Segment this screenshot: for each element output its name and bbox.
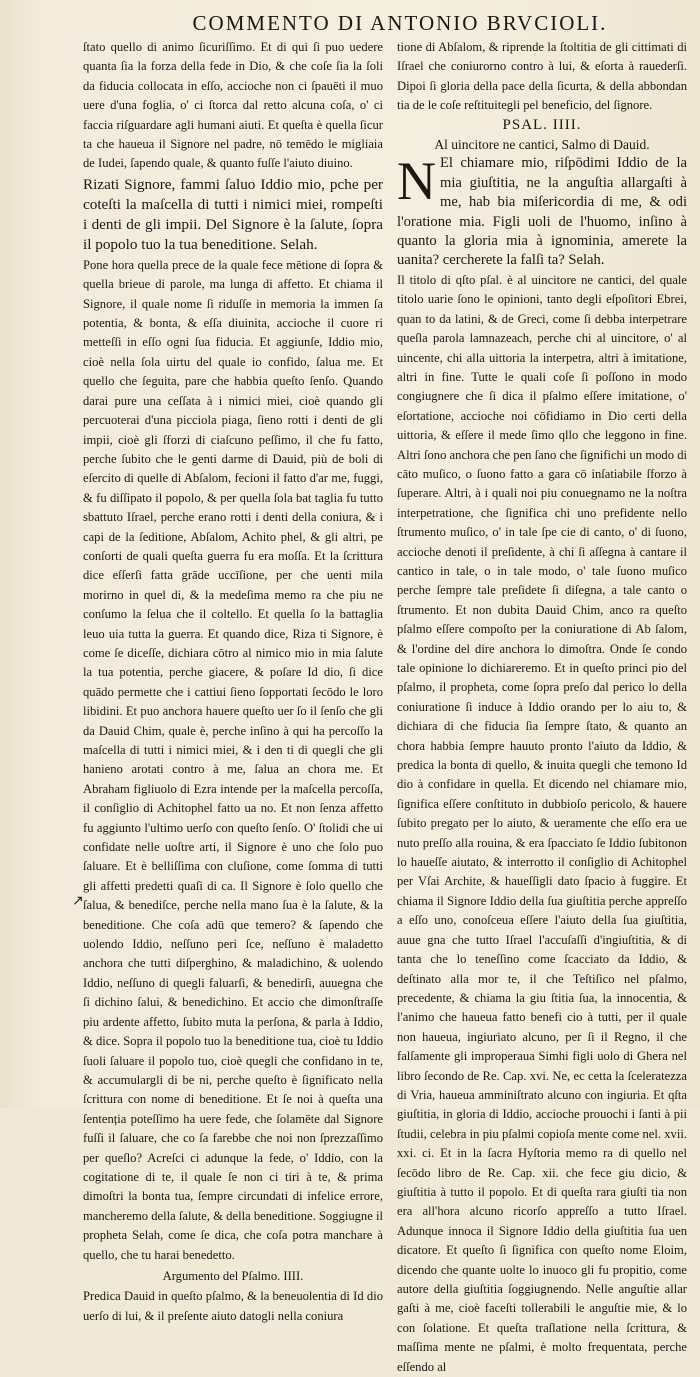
argument-paragraph: Predica Dauid in queſto pſalmo, & la beneuolentia di Id dio uerſo di lui, & il preſente aiuto datogli nella coniura [83, 1289, 383, 1323]
running-header: COMMENTO DI ANTONIO BRVCIOLI. [192, 11, 608, 35]
argument-heading: Argumento del Pſalmo. IIII. [162, 1268, 304, 1283]
psalm-number-heading: PSAL. IIII. [502, 116, 582, 133]
psalm-subtitle: Al uincitore ne cantici, Salmo di Dauid. [434, 137, 650, 153]
drop-cap-initial: N [397, 151, 436, 212]
right-column [397, 38, 687, 1374]
margin-pointer-mark: ↗ [72, 894, 84, 909]
psalm-verse: Rizati Signore, fammi ſaluo Iddio mio, pche per coteſti la maſcella di tutti i nimici miei, rompeſti i denti de gli impii. Del Signore è la ſalute, ſopra il popolo tuo la tua beneditione. Selah. [83, 175, 383, 253]
commentary-paragraph: ſtato quello di animo ſicuriſſimo. Et di qui ſi puo uedere quanta ſia la forza della fede in Dio, & che coſe ſia la ſoli da fiducia collocata in eſſo, accioche non ci ſpauēti il muo uere d'una foglia, o' ci ſtorca dal retto alcuna coſa, o' ci faccia riſguardare agli humani aiuti. Et queſta è quella ſicur ta che haueua il Signore nel padre, nō temēdo le migliaia de Iudei, ſapendo quale, & quanto fuſſe l'aiuto diuino. [83, 40, 383, 171]
commentary-paragraph: Il titolo di qſto pſal. è al uincitore ne cantici, del quale titolo uarie ſono le opinioni, tanto degli eſpoſitori Ebrei, quan to da latini, & de Greci, come ſi debba interpetrare queſla parola lamnazeach, perche chi al uincitore, o' al uincente, chi alla uittoria la interpetra, altri à imitatione, altri in fine. Tutte le quali coſe ſi poſſono in modo congiugnere che ſi dica il pſalmo eſſere imitatione, o' eſortatione, accioche noi cōfidiamo in Dio certi della uittoria, & eſſere il mede ſimo qllo che leggono in fine. Altri ſono anchora che pen ſano che ſignifichi un modo di cāto muſico, o ſuono fatto a gara cō inſatiabile ſforzo à ſuperare. Altri, à i quali noi piu conuegnamo ne la noſtra interpetratione, che ſignifica chi uno prefidente nello ſtrumento muſico, o' in tale ſpe cie di canto, o' di ſuono, accioche denoti il preſidente, à chi ſi aſſegna à cantare il cantico in tale, o in tale modo, o' tale ſuono muſico perche ſempre tale preſidete ſi diſegna, a tale canto o ſtrumento. Et non dubita Dauid Chim, anco ra queſto pſalmo eſſere compoſto per la coniuratione di Ab ſalom, & l'ordine del dire anchora lo dimoſtra. Onde ſe condo tale opinione lo dichiareremo. Et in queſto princi pio del pſalmo, il propheta, come ſopra preſo dal perico lo della coniuratione ſi induce à Iddio orando per lo aiu to, & dichiara di che fiducia ſia ſempre ſtato, & quanto an chora habbia ſempre hauuto pronto l'aiuto da Iddio, & predica la bonta di quello, & inuita quegli che temono Id dio à confidare in quella. Et dicendo nel chiamare mio, ſignifica eſſere conſtituto in dubbioſo pericolo, & hauere ſubito pregato per lo aiuto, & ueramente che eſſo era ue nuto preſſo alla rouina, & era ſpacciato ſe Iddio ſubitonon lo haueſſe aiutato, & interrotto il conſiglio di Achitophel per Vſai Archite, & haueſſigli dato ſpacio à fuggire. Et chiama il Signore Iddio della ſua giuſtitia perche appreſſo a eſſo uno, conoſceua eſſere l'aiuto della ſua giuſtitia, auue gna che tutto Iſrael l'accuſaſſi d'ingiuſtitia, & di tanta che lo teneſſino come ſcacciato da Iddio, & deſtinato alla mor te, il che Teſtiſico nel pſalmo, precedente, & chiama la giu ſtitia ſua, la innocentia, & l'animo che haueua fatto benefi cio à tutti, per il quale non haueua, ingiuriato alcuno, per ſi il Regno, il che falſamente gli improperaua Simhi figli uolo di Ghera nel libro ſecondo de Re. Cap. xvi. Ne, ec cetta la ſceleratezza di Vria, haueua amminiſtrato alcuno con ingiuria. Et qſta giuſtitia, in gloria di Iddio, accioche prouochi i ſanti à pii ſtudii, celebra in piu pſalmi copioſa mente come nel. xvii. xxi. ci. Et in la ſacra Hyſtoria memo ra di quello nel ſecōdo libro de Re. Cap. xii. che fece giu dicio, & giuſtitia à tutto il popolo. Et di queſta rara giuſti tia non era all'hora alcuno ricorſo appreſſo a tutto Iſrael. Adunque innoca il Signore Iddio della giuſtitia ſua uen dicatore. Et queſto ſi ſignifica con queſto nome Eloim, dicendo che quante uolte lo inuoco gli fu propitio, come autore della giuſtitia ſoggiugnendo. Nelle anguſtie allar gaſti à me, cioè faceſti tollerabili le anguſtie mie, & lo con ſolatione. Et queſta traſlatione nella ſcrittura, & maſſima mente ne pſalmi, è molto frequentata, perche eſſendo al [397, 272, 687, 1374]
commentary-paragraph: Pone hora quella prece de la quale fece mētione di ſopra & quella brieue di parole, ma lunga di affetto. Et chiama il Signore, il quale nome ſi riduſſe in memoria la immen ſa potentia, & bonta, & eſſa diuinita, accioche il cuore ri metteſſi in eſſo ogni ſua fiducia. Et aggiunſe, Iddio mio, cioè nella ſola uirtu del quale io confido, ſalua me. Et quello che ſeguita, pare che habbia queſto ſenſo. Quando darai pure una ceſſata à i nimici miei, cioè quando gli percuoterai d'una picciola piaga, ſieno rotti i denti de gli impii, cioè gli ſforzi di ciaſcuno peſſimo, il che fu fatto, perche ſubito che le genti darme di Dauid, più de boli di eſercito di quelle di Abſalom, fecioni il fatto d'ar me, fuggi, & fu diſſipato il popolo, & per quella ſola bat taglia fu tutto sbattuto Iſrael, perche erano rotti i denti della coniura, & i capi de la ſeditione, Abſalom, Achito phel, & gli altri, pe conſorti de quali queſta guerra fu era moſſa. Et la ſcrittura dice eſſerſi fatta grāde uccīſione, per che uenti mila morirno in quel di, & la medeſima memo ra che piu ne conſumo la ſelua che il coltello. Et quella ſo la battaglia leuo uia tutta la guerra. Et quando dice, Riza ti Signore, è come ſe diceſſe, dichiara cōtro al nimico mio in mia ſalute la tua potentia, perche giacere, & poſare Id dio, ſi dice quādo permette che i cattiui ſieno ſopportati ſecōdo le loro libidini. Et puo anchora hauere queſto uer ſo il ſenſo che gli da Dauid Chim, quale è, perche inſino à qui ha percoſſo la maſcella di tutti i nimici miei, & i den ti di quegli che gli hanieno arotati contro à me, ſalua an chora me. Et Abraham figliuolo di Ezra intende per la maſcella percoſſa, il conſiglio di Achitophel fatto ua no. Et non ſenza affetto fu aggiunto l'ultimo uerſo con queſto ſenſo. O' ſtolidi che ui confidate nelle uoſtre arti, il Signore è uno che ſolo puo ſaluare. Et è belliſſima con cluſione, come ſomma di tutti gli affetti predetti quaſi di ca. Il Signore è ſolo quello che ſalua, & benediſce, perche nella mano ſua è la ſalute, & la beneditione. Che coſa adū que temero? & ſapendo che uolendo Iddio, neſſuno peri ſce, neſſuno è maladetto anchora che tutti diſperghino, & maladichino, & uolendo Iddio, neſſuno di quegli faluarſi, & benedirſi, auuegna che ſi dichino ſalui, & benedichino. Et accio che dimonſtraſſe piu ardente affetto, ſubito muta la perſona, & parla à Iddio, & dice. Sopra il popolo tuo la beneditione tua, cioè tu Iddio ſuoli ſaluare il popolo tuo, cioè quegli che confidano in te, & accumulargli di be ni, perche queſto è ſignificato nella ſcrittura con nome di beneditione. Et ſe noi à queſta una ſentenția poteſſimo ha uere fede, che ſolamēte dal Signore fuſſi il ſaluare, che co ſa farebbe che noi non ſprezzaſſimo per queſlo? Acreſci ci adunque la fede, o' Iddio, con la cogitatione di te, il quale ſe non ci tiri à te, & prima dimoſtri la bonta tua, ſempre circundati di infelice errore, mancheremo della ſalute, & della beneditione. Soggiugne il propheta Selah, come ſe dica, che coſa potra manchare à quello, che tu harai benedetto. [83, 257, 383, 1262]
psalm-verse-text: El chiamare mio, riſpōdimi Iddio de la mia giuſtitia, ne la anguſtia allargaſti à me, hab bia miſericordia di me, & odi l'oratione mia. Figli uoli de l'huomo, inſino à quanto la gloria mia à ignominia, amerete la uanita? cercherete la falſi ta? Selah. [397, 155, 687, 269]
psalm-verse [397, 151, 687, 270]
left-column [83, 38, 383, 1323]
argument-paragraph: tione di Abſalom, & riprende la ſtoltitia de gli cittimati di Iſrael che coniurorno contro à lui, & eſorta à rauederſi. Dipoi ſi gloria della pace della ſicurta, & della abbondan tia de le coſe reſtituitegli pel beneficio, del ſignore. [397, 40, 687, 113]
